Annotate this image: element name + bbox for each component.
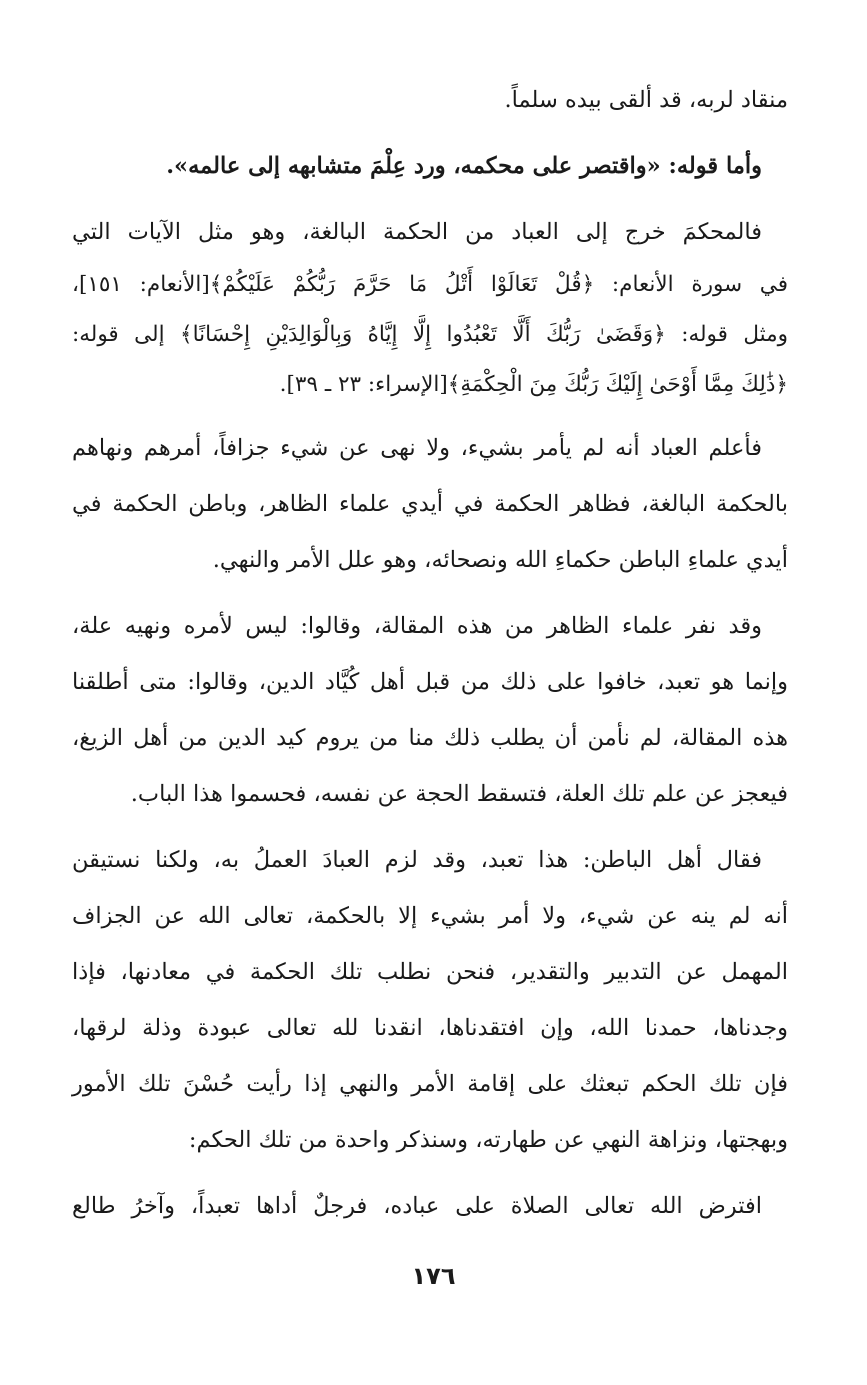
quran-verse-line: ومثل قوله: ﴿وَقَضَىٰ رَبُّكَ أَلَّا تَعْبُدُوا إِلَّا إِيَّاهُ وَبِالْوَالِدَيْنِ إِحْسَانًا﴾ إلى قوله: — [72, 322, 788, 347]
text-line: فقال أهل الباطن: هذا تعبد، وقد لزم العبادَ العملُ به، ولكنا نستيقن — [72, 847, 762, 873]
text-line: بالحكمة البالغة، فظاهر الحكمة في أيدي علماء الظاهر، وباطن الحكمة في — [72, 491, 788, 517]
text-line: وجدناها، حمدنا الله، وإن افتقدناها، انقدنا لله تعالى عبودة وذلة لرقها، — [72, 1015, 788, 1041]
quran-verse-line: ﴿ذَٰلِكَ مِمَّا أَوْحَىٰ إِلَيْكَ رَبُّكَ مِنَ الْحِكْمَةِ﴾[الإسراء: ٢٣ ـ ٣٩]. — [279, 372, 788, 397]
quran-verse-line: في سورة الأنعام: ﴿قُلْ تَعَالَوْا أَتْلُ مَا حَرَّمَ رَبُّكُمْ عَلَيْكُمْ﴾[الأنعام: ١٥١]، — [72, 272, 788, 297]
text-line: هذه المقالة، لم نأمن أن يطلب ذلك منا من يروم كيد الدين من أهل الزيغ، — [72, 725, 788, 751]
text-line: وبهجتها، ونزاهة النهي عن طهارته، وسنذكر واحدة من تلك الحكم: — [188, 1127, 788, 1153]
text-line: أنه لم ينه عن شيء، ولا أمر بشيء إلا بالحكمة، تعالى الله عن الجزاف — [72, 903, 788, 929]
text-line: وقد نفر علماء الظاهر من هذه المقالة، وقالوا: ليس لأمره ونهيه علة، — [72, 613, 762, 639]
paragraph-gap — [72, 1168, 788, 1178]
text-line: فيعجز عن علم تلك العلة، فتسقط الحجة عن نفسه، فحسموا هذا الباب. — [130, 781, 788, 807]
text-line: فأعلم العباد أنه لم يأمر بشيء، ولا نهى عن شيء جزافاً، أمرهم ونهاهم — [72, 435, 762, 461]
text-line: فإن تلك الحكم تبعثك على إقامة الأمر والنهي إذا رأيت حُسْنَ تلك الأمور — [72, 1071, 788, 1097]
text-line: منقاد لربه، قد ألقى بيده سلماً. — [504, 87, 788, 113]
paragraph-gap — [72, 822, 788, 832]
text-line: المهمل عن التدبير والتقدير، فنحن نطلب تلك الحكمة في معادنها، فإذا — [72, 959, 788, 985]
book-page — [72, 72, 788, 1234]
text-line: افترض الله تعالى الصلاة على عباده، فرجلٌ أداها تعبداً، وآخرُ طالع — [72, 1193, 762, 1219]
paragraph-gap — [72, 194, 788, 204]
page-number: ١٧٦ — [411, 1262, 456, 1290]
text-line: وأما قوله: «واقتصر على محكمه، ورد عِلْمَ متشابهه إلى عالمه». — [166, 153, 762, 179]
paragraph-gap — [72, 128, 788, 138]
paragraph-gap — [72, 588, 788, 598]
text-line: فالمحكمَ خرج إلى العباد من الحكمة البالغة، وهو مثل الآيات التي — [72, 219, 762, 245]
paragraph-gap — [72, 410, 788, 420]
text-line: أيدي علماءِ الباطن حكماءِ الله ونصحائه، وهو علل الأمر والنهي. — [212, 547, 788, 573]
text-line: وإنما هو تعبد، خافوا على ذلك من قبل أهل كُيَّاد الدين، وقالوا: متى أطلقنا — [72, 669, 788, 695]
